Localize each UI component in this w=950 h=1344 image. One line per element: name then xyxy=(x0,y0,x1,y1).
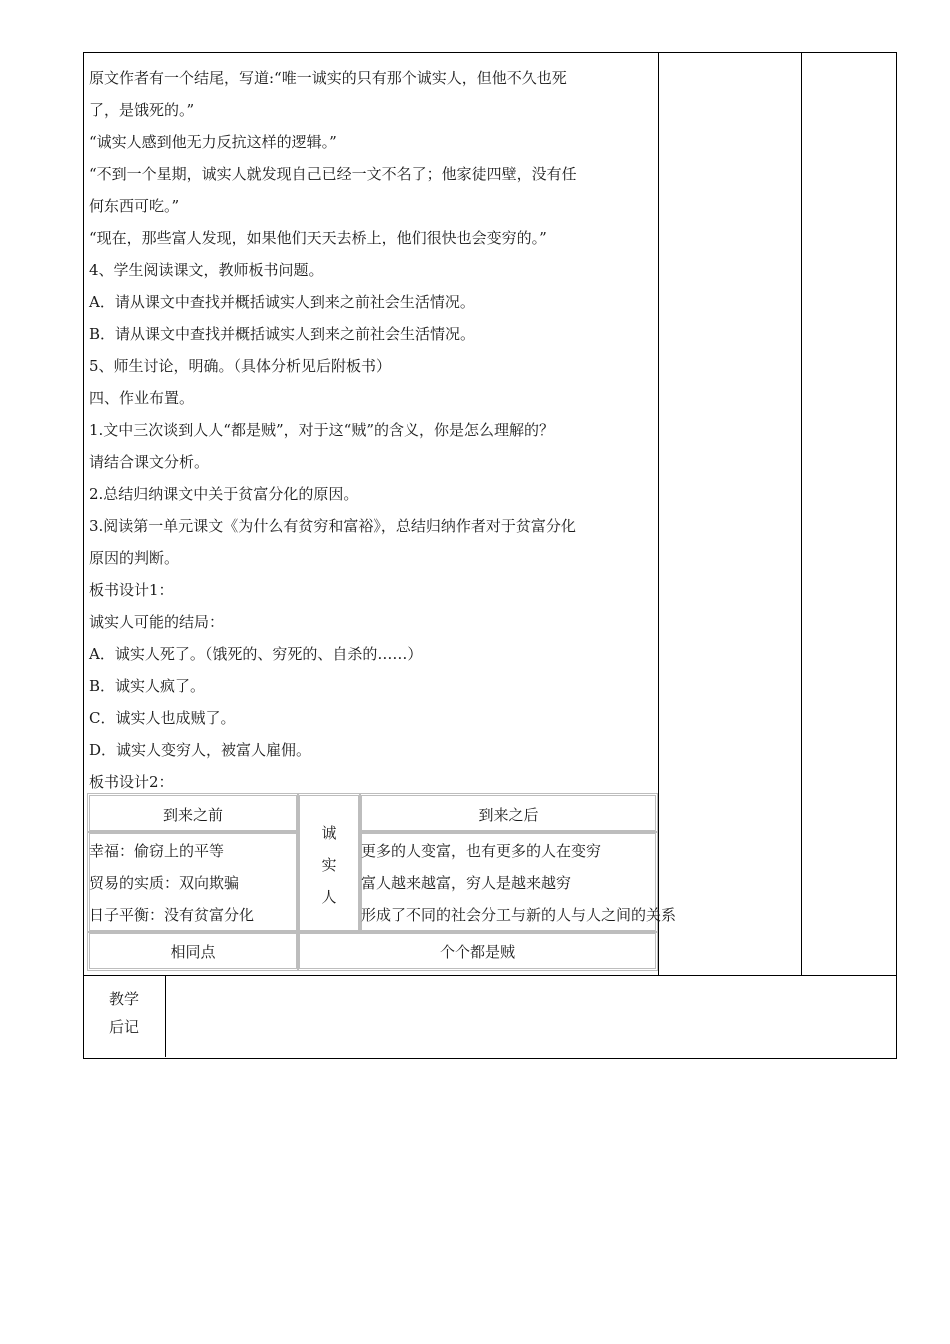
before-item: 日子平衡：没有贫富分化 xyxy=(89,906,255,924)
text-line: B．诚实人疯了。 xyxy=(89,677,206,695)
text-line: 诚实人可能的结局： xyxy=(89,613,225,631)
text-line: C．诚实人也成贼了。 xyxy=(89,709,236,727)
text-line: A．请从课文中查找并概括诚实人到来之前社会生活情况。 xyxy=(89,293,475,311)
after-item: 富人越来越富，穷人是越来越穷 xyxy=(361,874,572,892)
text-line: B．请从课文中查找并概括诚实人到来之前社会生活情况。 xyxy=(89,325,476,343)
center-char: 人 xyxy=(321,888,337,906)
text-line: “现在，那些富人发现，如果他们天天去桥上，他们很快也会变穷的。” xyxy=(89,229,547,247)
after-item: 更多的人变富，也有更多的人在变穷 xyxy=(361,842,602,860)
teaching-notes-label-line: 后记 xyxy=(108,1018,139,1036)
text-line: 1.文中三次谈到人人“都是贼”，对于这“贼”的含义，你是怎么理解的？ xyxy=(89,421,554,439)
text-line: 3.阅读第一单元课文《为什么有贫穷和富裕》，总结归纳作者对于贫富分化 xyxy=(89,517,576,535)
teaching-notes-label-line: 教学 xyxy=(108,990,139,1008)
before-item: 贸易的实质：双向欺骗 xyxy=(89,874,240,892)
column-divider-2 xyxy=(801,52,802,976)
section-heading: 四、作业布置。 xyxy=(89,389,195,407)
text-line: “不到一个星期，诚实人就发现自己已经一文不名了；他家徒四壁，没有任 xyxy=(89,165,577,183)
text-line: D．诚实人变穷人，被富人雇佣。 xyxy=(89,741,312,759)
text-line: 原因的判断。 xyxy=(89,549,180,567)
before-header: 到来之前 xyxy=(162,806,223,824)
board-heading: 板书设计1： xyxy=(89,581,174,599)
center-char: 诚 xyxy=(321,824,337,842)
center-char: 实 xyxy=(321,856,337,874)
text-line: A．诚实人死了。（饿死的、穷死的、自杀的……） xyxy=(89,645,423,663)
lesson-content xyxy=(89,62,654,798)
after-item: 形成了不同的社会分工与新的人与人之间的关系 xyxy=(361,906,677,924)
board-table xyxy=(87,793,677,971)
column-divider-1 xyxy=(658,52,659,976)
teaching-notes-label xyxy=(84,985,164,1041)
text-line: 何东西可吃。” xyxy=(89,197,180,215)
text-line: 原文作者有一个结尾，写道:“唯一诚实的只有那个诚实人，但他不久也死 xyxy=(89,69,567,87)
footer-divider xyxy=(165,975,166,1057)
text-line: 5、师生讨论，明确。（具体分析见后附板书） xyxy=(89,357,392,375)
text-line: 2.总结归纳课文中关于贫富分化的原因。 xyxy=(89,485,359,503)
text-line: 请结合课文分析。 xyxy=(89,453,210,471)
text-line: 4、学生阅读课文，教师板书问题。 xyxy=(89,261,324,279)
before-item: 幸福：偷窃上的平等 xyxy=(89,842,225,860)
common-value: 个个都是贼 xyxy=(439,943,515,961)
row-divider xyxy=(83,975,896,976)
text-line: 了，是饿死的。” xyxy=(89,101,195,119)
board-heading: 板书设计2： xyxy=(89,773,174,791)
common-label: 相同点 xyxy=(170,943,216,961)
text-line: “诚实人感到他无力反抗这样的逻辑。” xyxy=(89,133,337,151)
after-header: 到来之后 xyxy=(478,806,539,824)
